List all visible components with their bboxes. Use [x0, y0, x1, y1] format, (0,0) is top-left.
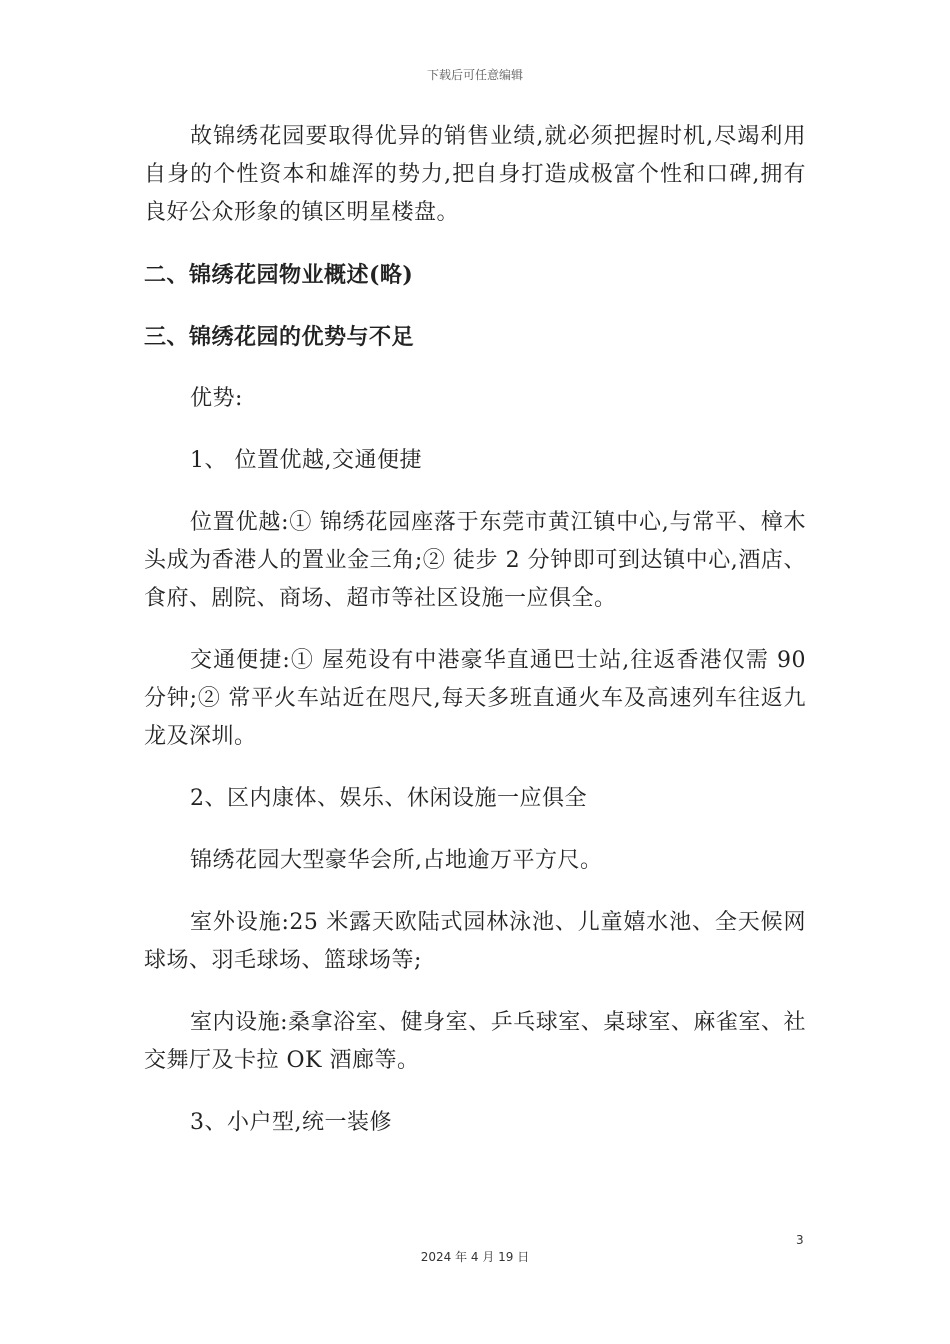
- paragraph-location: 位置优越:① 锦绣花园座落于东莞市黄江镇中心,与常平、樟木头成为香港人的置业金三角;② 徒步 2 分钟即可到达镇中心,酒店、食府、剧院、商场、超市等社区设施一应俱全。: [144, 510, 806, 611]
- paragraph-outdoor-facilities: 室外设施:25 米露天欧陆式园林泳池、儿童嬉水池、全天候网球场、羽毛球场、篮球场等;: [144, 910, 806, 973]
- paragraph-clubhouse: 锦绣花园大型豪华会所,占地逾万平方尺。: [190, 848, 603, 873]
- list-item-3: 3、小户型,统一装修: [190, 1110, 392, 1135]
- list-item-2: 2、区内康体、娱乐、休闲设施一应俱全: [190, 786, 587, 811]
- list-item-1: 1、 位置优越,交通便捷: [190, 448, 422, 473]
- document-body: [144, 118, 806, 1166]
- paragraph-advantages-label: 优势:: [190, 386, 243, 411]
- section-heading-3: 三、锦绣花园的优势与不足: [144, 324, 415, 350]
- paragraph-indoor-facilities: 室内设施:桑拿浴室、健身室、乒乓球室、桌球室、麻雀室、社交舞厅及卡拉 OK 酒廊等。: [144, 1010, 806, 1073]
- paragraph-intro: 故锦绣花园要取得优异的销售业绩,就必须把握时机,尽竭利用自身的个性资本和雄浑的势力,把自身打造成极富个性和口碑,拥有良好公众形象的镇区明星楼盘。: [144, 124, 806, 225]
- page-footer-date: 2024 年 4 月 19 日: [420, 1250, 530, 1264]
- section-heading-2: 二、锦绣花园物业概述(略): [144, 262, 414, 288]
- page-number: 3: [796, 1233, 804, 1247]
- page-header: 下载后可任意编辑: [426, 68, 523, 82]
- paragraph-traffic: 交通便捷:① 屋苑设有中港豪华直通巴士站,往返香港仅需 90 分钟;② 常平火车站近在咫尺,每天多班直通火车及高速列车往返九龙及深圳。: [144, 648, 806, 749]
